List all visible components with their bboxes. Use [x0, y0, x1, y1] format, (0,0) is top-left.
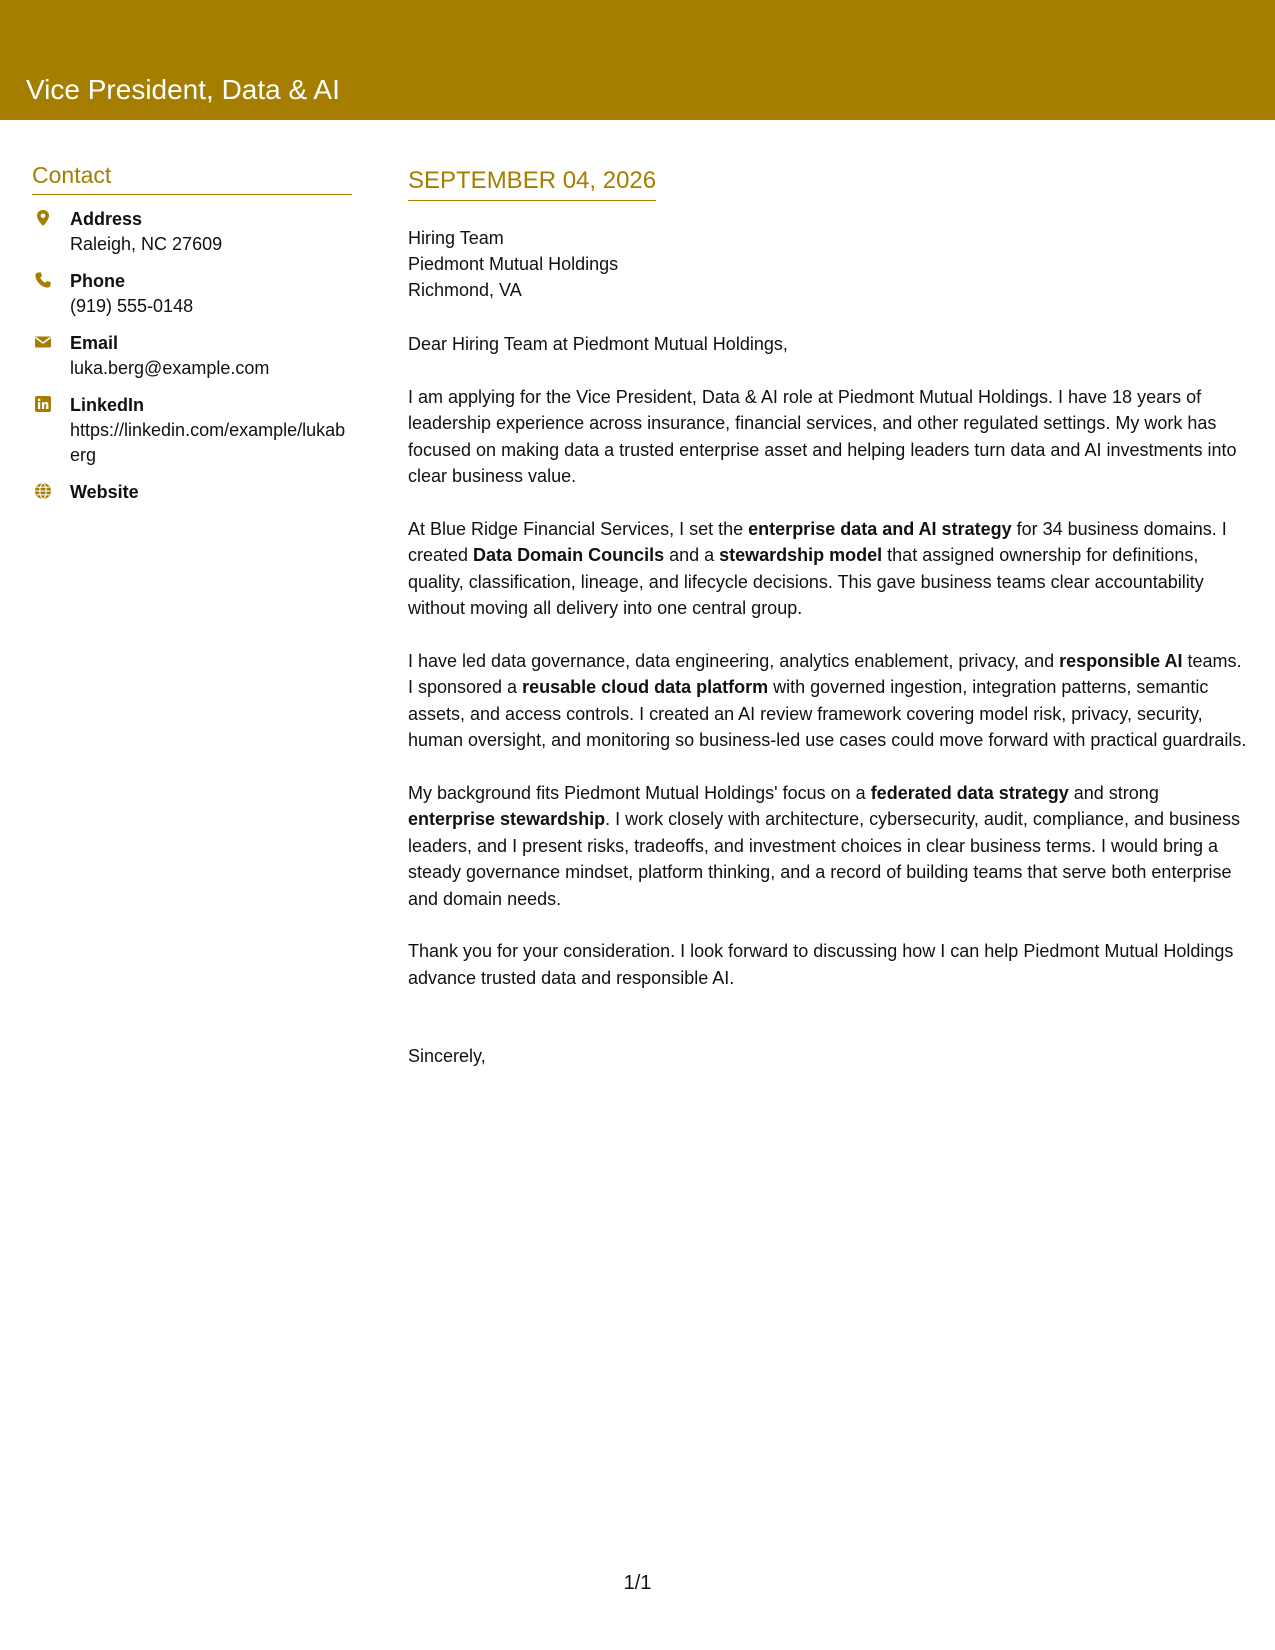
paragraph-text: Thank you for your consideration. I look forward to discussing how I can help Piedmont Mutual Holdings advance trusted data and responsible AI.	[408, 941, 1234, 988]
paragraph-text: that assigned ownership for definitions, quality, classification, lineage, and lifecycle decisions. This gave business teams clear accountability without moving all delivery into one central group.	[408, 545, 1204, 618]
linkedin-value[interactable]: https://linkedin.com/example/lukaberg	[70, 420, 346, 465]
recipient-line: Richmond, VA	[408, 280, 522, 300]
emphasis-text: enterprise stewardship	[408, 809, 606, 829]
paragraph-text: At Blue Ridge Financial Services, I set the	[408, 518, 749, 539]
letter-date: SEPTEMBER 04, 2026	[408, 167, 657, 194]
phone-label: Phone	[70, 271, 126, 291]
paragraph-text: I am applying for the Vice President, Data & AI role at Piedmont Mutual Holdings. I have 18 years of leadership experience across insurance, financial services, and other regulated settings. My work has focused on making data a trusted enterprise asset and helping leaders turn data and AI investments into clear business value.	[408, 386, 1237, 486]
paragraph-text: teams. I sponsored a	[408, 650, 1242, 697]
address-value: Raleigh, NC 27609	[70, 234, 223, 254]
letter-paragraphs	[408, 384, 1248, 992]
contact-item-linkedin	[32, 393, 352, 468]
website-label: Website	[70, 482, 139, 502]
emphasis-text: enterprise data and AI strategy	[748, 518, 1012, 539]
paragraph-text: for 34 business domains. I created	[408, 518, 1227, 565]
emphasis-text: Data Domain Councils	[473, 545, 665, 565]
email-value[interactable]: luka.berg@example.com	[70, 358, 270, 378]
map-pin-icon	[34, 209, 52, 227]
linkedin-icon	[34, 395, 52, 413]
body-paragraph	[408, 780, 1248, 913]
globe-icon	[34, 482, 52, 500]
contact-item-website	[32, 480, 352, 505]
paragraph-text: and strong	[1068, 782, 1159, 803]
paragraph-text: with governed ingestion, integration patterns, semantic assets, and access controls. I created an AI review framework covering model risk, privacy, security, human oversight, and monitoring so business-led use cases could move forward with practical guardrails.	[408, 677, 1247, 750]
contact-item-phone	[32, 269, 352, 319]
job-title-heading: Vice President, Data & AI	[26, 74, 340, 105]
paragraph-text: I have led data governance, data engineering, analytics enablement, privacy, and	[408, 650, 1060, 671]
phone-icon	[34, 271, 52, 289]
body-paragraph	[408, 384, 1248, 490]
body-paragraph	[408, 516, 1248, 622]
linkedin-label: LinkedIn	[70, 395, 145, 415]
paragraph-text: . I work closely with architecture, cybersecurity, audit, compliance, and business leaders, and I present risks, tradeoffs, and investment choices in clear business terms. I would bring a steady governance mindset, platform thinking, and a record of building teams that serve both enterprise and domain needs.	[408, 809, 1241, 909]
recipient-line: Piedmont Mutual Holdings	[408, 254, 619, 274]
letter-body	[408, 166, 1248, 1069]
phone-value: (919) 555-0148	[70, 296, 194, 316]
contact-item-address	[32, 207, 352, 257]
envelope-icon	[34, 333, 52, 351]
body-paragraph	[408, 938, 1248, 991]
paragraph-text: My background fits Piedmont Mutual Holdings' focus on a	[408, 782, 871, 803]
page-number: 1/1	[623, 1572, 652, 1594]
emphasis-text: responsible AI	[1059, 650, 1183, 671]
emphasis-text: stewardship model	[719, 545, 883, 565]
header-band	[0, 0, 1275, 120]
email-label: Email	[70, 333, 119, 353]
closing: Sincerely,	[408, 1046, 486, 1066]
date-block	[408, 166, 656, 201]
emphasis-text: federated data strategy	[870, 782, 1069, 803]
body-paragraph	[408, 648, 1248, 754]
recipient-line: Hiring Team	[408, 228, 504, 248]
paragraph-text: and a	[664, 545, 720, 565]
emphasis-text: reusable cloud data platform	[522, 677, 769, 697]
contact-heading: Contact	[32, 160, 352, 195]
contact-sidebar	[32, 160, 352, 517]
salutation: Dear Hiring Team at Piedmont Mutual Holdings,	[408, 334, 788, 354]
recipient-block	[408, 225, 1248, 303]
contact-item-email	[32, 331, 352, 381]
address-label: Address	[70, 209, 143, 229]
